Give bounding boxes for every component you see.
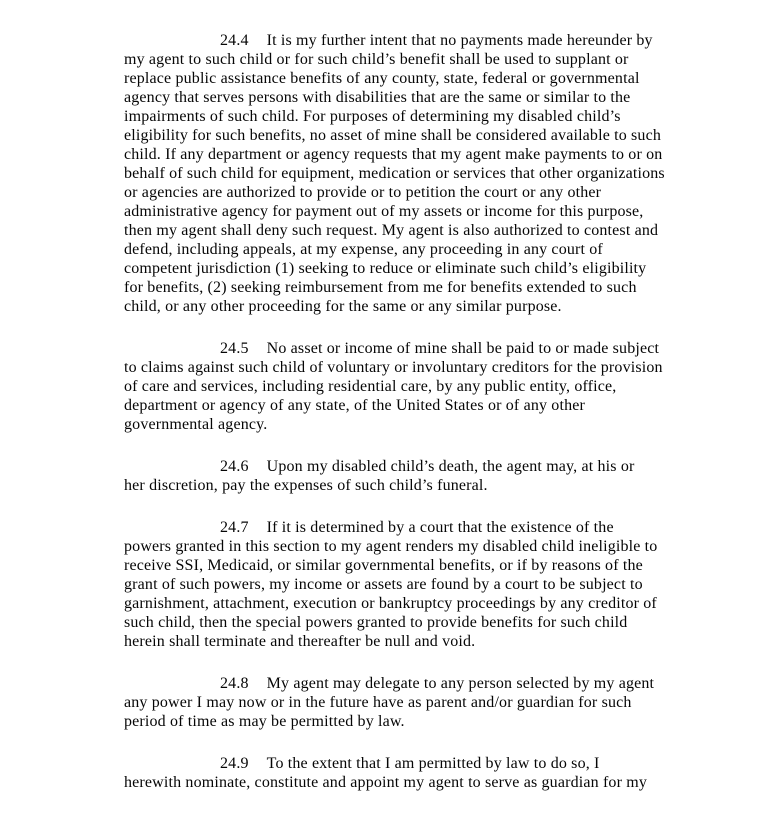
text-line: or agencies are authorized to provide or to petition the court or any other (124, 184, 602, 201)
section-number: 24.7 (220, 519, 249, 536)
paragraph-24-9 (124, 754, 669, 792)
paragraph-24-7 (124, 518, 669, 651)
text-line: garnishment, attachment, execution or bankruptcy proceedings by any creditor of (124, 595, 657, 612)
text-line: her discretion, pay the expenses of such child’s funeral. (124, 477, 488, 494)
text-line: eligibility for such benefits, no asset of mine shall be considered available to such (124, 127, 662, 144)
text-line: child, or any other proceeding for the same or any similar purpose. (124, 298, 562, 315)
text-line: impairments of such child. For purposes of determining my disabled child’s (124, 108, 621, 125)
line-text: Upon my disabled child’s death, the agent may, at his or (266, 458, 635, 475)
text-line: period of time as may be permitted by law. (124, 713, 405, 730)
line-text: If it is determined by a court that the existence of the (266, 519, 614, 536)
section-number: 24.6 (220, 458, 249, 475)
section-number: 24.8 (220, 675, 249, 692)
text-line: such child, then the special powers granted to provide benefits for such child (124, 614, 628, 631)
text-line: powers granted in this section to my agent renders my disabled child ineligible to (124, 538, 658, 555)
text-line: to claims against such child of voluntary or involuntary creditors for the provision (124, 359, 663, 376)
text-line (124, 457, 669, 476)
text-line: replace public assistance benefits of any county, state, federal or governmental (124, 70, 640, 87)
section-number: 24.9 (220, 755, 249, 772)
text-line: any power I may now or in the future have as parent and/or guardian for such (124, 694, 632, 711)
text-line: then my agent shall deny such request. My agent is also authorized to contest and (124, 222, 659, 239)
text-line: administrative agency for payment out of my assets or income for this purpose, (124, 203, 644, 220)
paragraph-24-4 (124, 31, 669, 316)
text-line: of care and services, including residential care, by any public entity, office, (124, 378, 617, 395)
text-line: competent jurisdiction (1) seeking to reduce or eliminate such child’s eligibility (124, 260, 647, 277)
document-body (124, 31, 669, 792)
section-number: 24.5 (220, 340, 249, 357)
text-line: child. If any department or agency requests that my agent make payments to or on (124, 146, 663, 163)
line-text: No asset or income of mine shall be paid to or made subject (266, 340, 660, 357)
text-line (124, 518, 669, 537)
text-line: governmental agency. (124, 416, 268, 433)
text-line: receive SSI, Medicaid, or similar governmental benefits, or if by reasons of the (124, 557, 643, 574)
text-line: behalf of such child for equipment, medication or services that other organizations (124, 165, 665, 182)
paragraph-24-6 (124, 457, 669, 495)
text-line (124, 674, 669, 693)
text-line (124, 754, 669, 773)
text-line: defend, including appeals, at my expense, any proceeding in any court of (124, 241, 603, 258)
text-line (124, 339, 669, 358)
text-line: my agent to such child or for such child’s benefit shall be used to supplant or (124, 51, 629, 68)
text-line: grant of such powers, my income or assets are found by a court to be subject to (124, 576, 643, 593)
text-line: for benefits, (2) seeking reimbursement from me for benefits extended to such (124, 279, 637, 296)
text-line: agency that serves persons with disabilities that are the same or similar to the (124, 89, 631, 106)
text-line (124, 31, 669, 50)
line-text: To the extent that I am permitted by law to do so, I (266, 755, 600, 772)
line-text: My agent may delegate to any person selected by my agent (266, 675, 655, 692)
text-line: department or agency of any state, of the United States or of any other (124, 397, 585, 414)
section-number: 24.4 (220, 32, 249, 49)
text-line: herein shall terminate and thereafter be null and void. (124, 633, 476, 650)
paragraph-24-8 (124, 674, 669, 731)
text-line: herewith nominate, constitute and appoint my agent to serve as guardian for my (124, 774, 648, 791)
paragraph-24-5 (124, 339, 669, 434)
line-text: It is my further intent that no payments made hereunder by (266, 32, 653, 49)
